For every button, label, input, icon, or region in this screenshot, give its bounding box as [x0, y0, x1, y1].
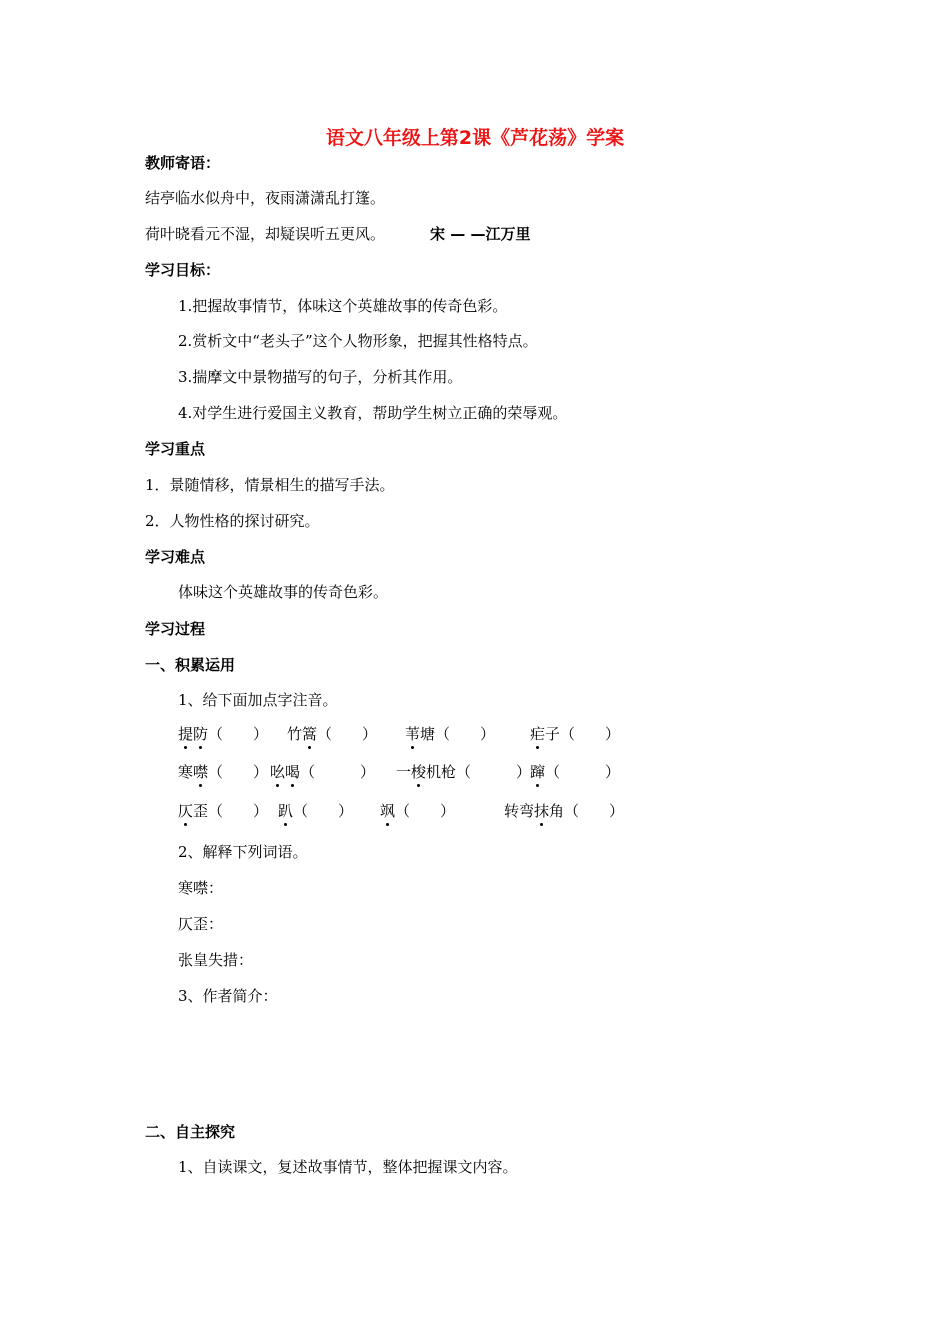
pinyin-text: （ ）	[317, 725, 378, 743]
dotted-character: 飒	[380, 802, 396, 820]
pinyin-item	[405, 724, 495, 744]
dotted-character: 防	[193, 725, 209, 743]
part2-heading: 二、自主探究	[145, 1123, 236, 1141]
pinyin-text: 一	[396, 763, 412, 781]
pinyin-item	[396, 762, 531, 782]
pinyin-text: 塘	[420, 725, 436, 743]
dotted-character: 蹿	[530, 763, 546, 781]
key-points-heading: 学习重点	[145, 440, 206, 458]
pinyin-text: （ ）	[300, 763, 376, 781]
dotted-character: 梭	[411, 763, 427, 781]
dotted-character: 仄	[178, 802, 194, 820]
pinyin-text: （ ）	[435, 725, 496, 743]
pinyin-item	[278, 801, 353, 821]
pinyin-text: （ ）	[545, 763, 621, 781]
objective-item: 2.赏析文中“老头子”这个人物形象，把握其性格特点。	[178, 332, 538, 350]
key-point-item: 2．人物性格的探讨研究。	[145, 512, 320, 530]
pinyin-item	[178, 762, 268, 782]
pinyin-text: （ ）	[456, 763, 532, 781]
pinyin-item	[270, 762, 375, 782]
part1-heading: 一、积累运用	[145, 656, 236, 674]
process-heading: 学习过程	[145, 620, 206, 638]
pinyin-text: 竹	[287, 725, 303, 743]
pinyin-text: （ ）	[293, 802, 354, 820]
question-3: 3、作者简介：	[178, 987, 278, 1005]
dotted-character: 篙	[302, 725, 318, 743]
pinyin-text: 机枪	[426, 763, 457, 781]
key-point-item: 1．景随情移，情景相生的描写手法。	[145, 476, 395, 494]
teacher-words-heading: 教师寄语：	[145, 154, 221, 172]
dotted-character: 吆	[270, 763, 286, 781]
poem-line-2: 荷叶晓看元不湿，却疑误听五更风。	[145, 225, 386, 243]
pinyin-text: （ ）	[564, 802, 625, 820]
poem-attribution: 宋 — —江万里	[430, 225, 531, 243]
pinyin-item	[530, 724, 620, 744]
dotted-character: 喝	[285, 763, 301, 781]
dotted-character: 抹	[534, 802, 550, 820]
objective-item: 1.把握故事情节，体味这个英雄故事的传奇色彩。	[178, 297, 508, 315]
pinyin-text: 寒	[178, 763, 194, 781]
dotted-character: 苇	[405, 725, 421, 743]
pinyin-item	[178, 801, 268, 821]
pinyin-item	[380, 801, 455, 821]
dotted-character: 提	[178, 725, 194, 743]
dotted-character: 趴	[278, 802, 294, 820]
poem-line-1: 结亭临水似舟中，夜雨潇潇乱打篷。	[145, 189, 386, 207]
pinyin-text: （ ）	[208, 725, 269, 743]
pinyin-text: 角	[549, 802, 565, 820]
objective-item: 3.揣摩文中景物描写的句子，分析其作用。	[178, 368, 463, 386]
term-item: 张皇失措：	[178, 951, 254, 969]
term-item: 寒噤：	[178, 879, 224, 897]
dotted-character: 噤	[193, 763, 209, 781]
document-title: 语文八年级上第2课《芦花荡》学案	[325, 127, 625, 149]
part2-question-1: 1、自读课文，复述故事情节，整体把握课文内容。	[178, 1158, 518, 1176]
pinyin-item	[530, 762, 620, 782]
difficulty-text: 体味这个英雄故事的传奇色彩。	[178, 583, 389, 601]
dotted-character: 疟	[530, 725, 546, 743]
pinyin-item	[287, 724, 377, 744]
objectives-heading: 学习目标：	[145, 261, 221, 279]
difficulty-heading: 学习难点	[145, 548, 206, 566]
pinyin-text: （ ）	[560, 725, 621, 743]
pinyin-text: （ ）	[208, 763, 269, 781]
pinyin-text: 子	[545, 725, 561, 743]
question-2: 2、解释下列词语。	[178, 843, 308, 861]
term-item: 仄歪：	[178, 915, 224, 933]
pinyin-text: 转弯	[504, 802, 535, 820]
question-1: 1、给下面加点字注音。	[178, 691, 338, 709]
pinyin-item	[178, 724, 268, 744]
pinyin-item	[504, 801, 624, 821]
pinyin-text: 歪	[193, 802, 209, 820]
objective-item: 4.对学生进行爱国主义教育，帮助学生树立正确的荣辱观。	[178, 404, 568, 422]
pinyin-text: （ ）	[208, 802, 269, 820]
pinyin-text: （ ）	[395, 802, 456, 820]
